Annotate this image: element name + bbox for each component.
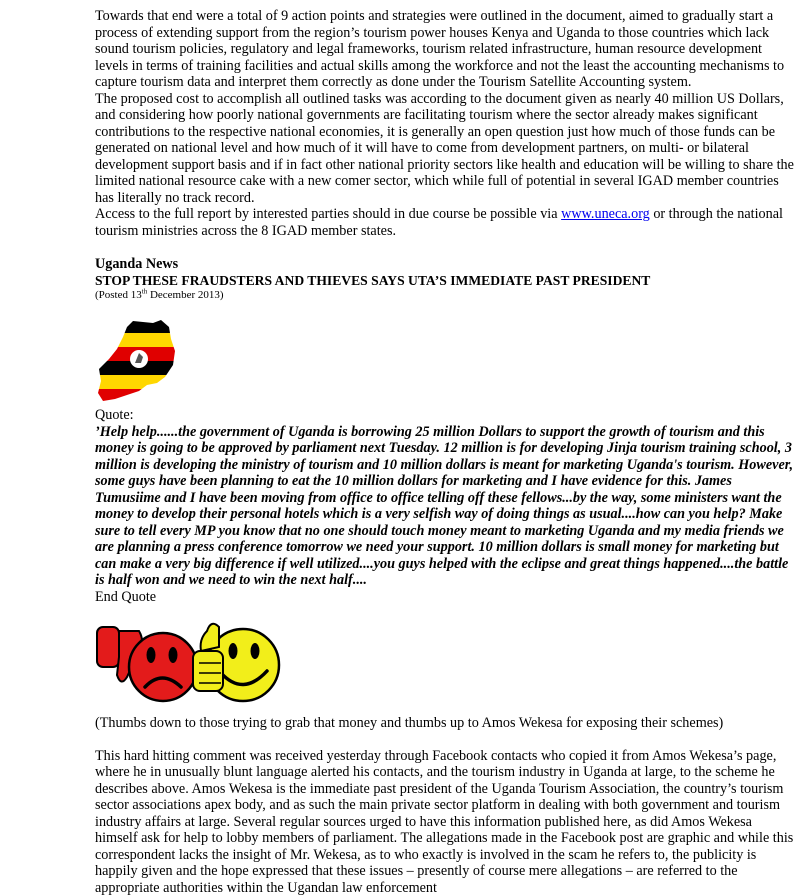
quote-end-label: End Quote [95,589,795,606]
document-page [95,8,795,896]
thumbs-up-smiley-face-icon [193,624,279,701]
uganda-flag-map-icon [95,319,177,403]
image-caption: (Thumbs down to those trying to grab that money and thumbs up to Amos Wekesa for exposing their schemes) [95,715,795,732]
section-title: Uganda News [95,256,795,273]
posted-date [95,289,795,302]
posted-suffix: December 2013) [147,289,223,301]
uneca-link[interactable]: www.uneca.org [561,206,650,222]
quote-label: Quote: [95,407,795,424]
thumbs-down-sad-face-icon [97,627,197,701]
quote-body: ’Help help......the government of Uganda is borrowing 25 million Dollars to support the growth of tourism and this money is going to be approved by parliament next Tuesday. 12 million is for developing Jinja tourism training school, 3 million is developing the ministry of tourism and 10 million dollars is meant for marketing Uganda's tourism. However, some guys have been planning to eat the 10 million dollars for marketing and I have evidence for this. James Tumusiime and I have been moving from office to office telling off these fellows...by the way, some ministers want the money to develop their personal hotels which is a very selfish way of doing things as usual....how can you help? Make sure to tell every MP you know that no one should touch money meant to marketing Uganda and my media friends we are planning a press conference tomorrow we need your support. 10 million dollars is small money for marketing but can make a very big difference if well utilized....you guys helped with the eclipse and great things happened....the battle is half won and we need to win the next half.... [95,424,795,589]
paragraph-report-access [95,206,795,239]
posted-prefix: (Posted 13 [95,289,142,301]
report-access-text-after: or through the national tourism ministries across the 8 IGAD member states. [95,206,783,239]
thumbs-faces-illustration [95,617,283,711]
paragraph-action-points: Towards that end were a total of 9 action points and strategies were outlined in the document, aimed to gradually start a process of extending support from the region’s tourism power houses Kenya and Uganda to those countries which lack sound tourism policies, regulatory and legal frameworks, tourism related infrastructure, human resource development levels in terms of training facilities and actual skills among the workforce and not the least the accounting mechanisms to capture tourism data and interpret them correctly as done under the Tourism Satellite Accounting system. [95,8,795,91]
paragraph-proposed-cost: The proposed cost to accomplish all outlined tasks was according to the document given as nearly 40 million US Dollars, and considering how poorly national governments are facilitating tourism where the sector already makes significant contributions to the respective national economies, it is generally an open question just how much of those funds can be generated on national level and how much of it will have to come from development partners, on multi- or bilateral development support basis and if in fact other national priority sectors like health and education will be willing to share the limited national resource cake with a new comer sector, which while full of potential in several IGAD member countries has literally no track record. [95,91,795,207]
article-headline: STOP THESE FRAUDSTERS AND THIEVES SAYS UTA’S IMMEDIATE PAST PRESIDENT [95,273,795,290]
paragraph-article-body: This hard hitting comment was received yesterday through Facebook contacts who copied it from Amos Wekesa’s page, where he in unusually blunt language alerted his contacts, and the tourism industry in Uganda at large, to the scheme he describes above. Amos Wekesa is the immediate past president of the Uganda Tourism Association, the country’s tourism sector associations apex body, and as such the main private sector platform in dealing with both government and tourism industry affairs at large. Several regular sources urged to have this information published here, as did Amos Wekesa himself ask for help to lobby members of parliament. The allegations made in the Facebook post are graphic and while this correspondent lacks the insight of Mr. Wekesa, as to who exactly is involved in the scam he refers to, the publicity is happily given and the hope expressed that these issues – presently of course mere allegations – are referred to the appropriate authorities within the Ugandan law enforcement [95,748,795,896]
report-access-text-before: Access to the full report by interested parties should in due course be possible via [95,206,561,222]
posted-ordinal: th [142,287,147,295]
